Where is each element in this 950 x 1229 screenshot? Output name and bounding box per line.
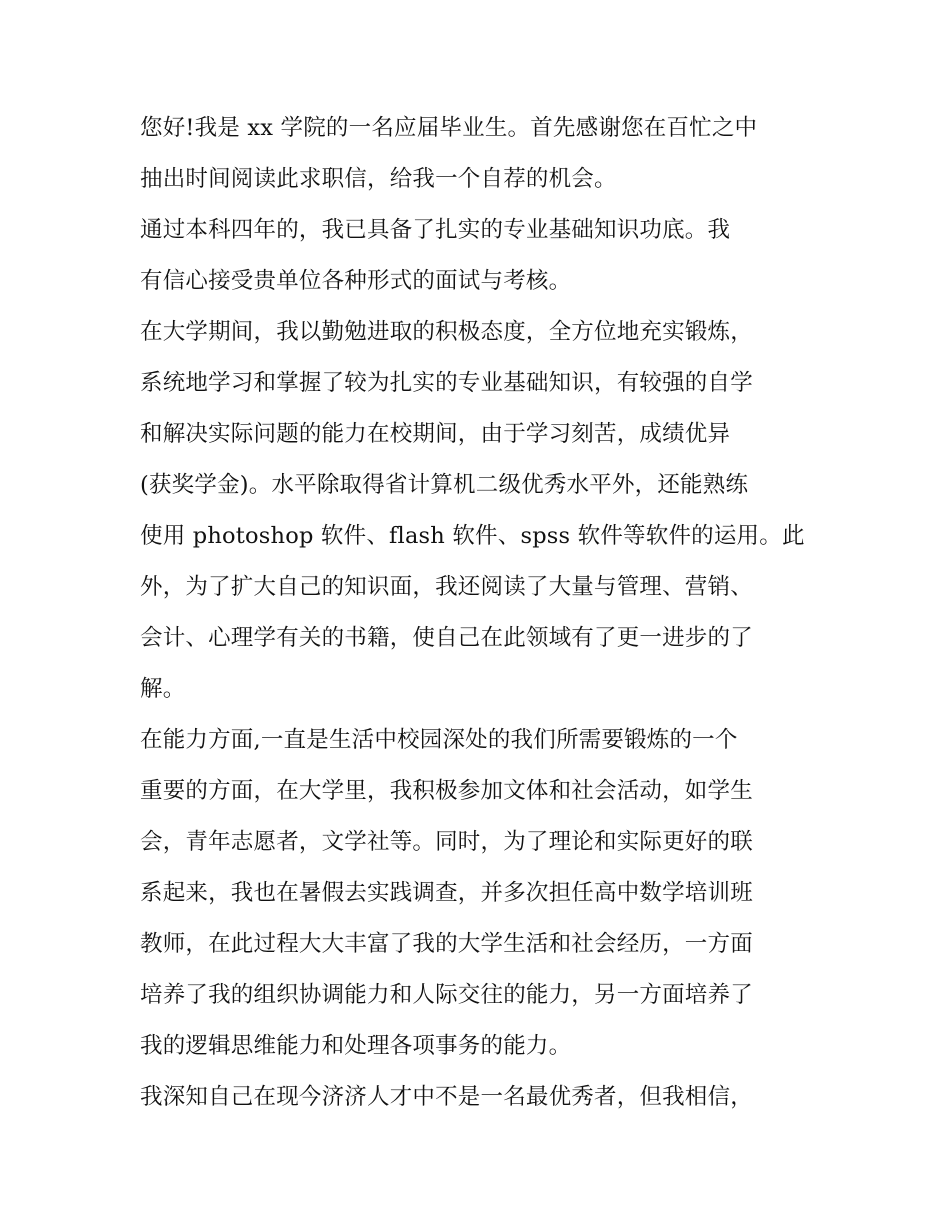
text-line: 会计、心理学有关的书籍，使自己在此领域有了更一进步的了 [140, 625, 753, 651]
text-line: 会，青年志愿者，文学社等。同时，为了理论和实际更好的联 [140, 829, 753, 855]
text-line: 抽出时间阅读此求职信，给我一个自荐的机会。 [140, 166, 617, 192]
text-line: 在大学期间，我以勤勉进取的积极态度，全方位地充实锻炼， [140, 319, 753, 345]
text-line: 在能力方面,一直是生活中校园深处的我们所需要锻炼的一个 [140, 727, 738, 753]
text-line: 我的逻辑思维能力和处理各项事务的能力。 [140, 1033, 572, 1059]
text-line: 和解决实际问题的能力在校期间，由于学习刻苦，成绩优异 [140, 421, 731, 447]
text-line: 教师，在此过程大大丰富了我的大学生活和社会经历，一方面 [140, 931, 753, 957]
text-line: 使用 photoshop 软件、flash 软件、spss 软件等软件的运用。此 [140, 523, 805, 549]
text-line: 外，为了扩大自己的知识面，我还阅读了大量与管理、营销、 [140, 574, 753, 600]
text-line: 培养了我的组织协调能力和人际交往的能力，另一方面培养了 [140, 982, 753, 1008]
text-line: 解。 [140, 676, 186, 702]
text-line: 系起来，我也在暑假去实践调查，并多次担任高中数学培训班 [140, 880, 753, 906]
text-line: (获奖学金)。水平除取得省计算机二级优秀水平外，还能熟练 [140, 472, 749, 498]
text-line: 系统地学习和掌握了较为扎实的专业基础知识，有较强的自学 [140, 370, 753, 396]
text-line: 有信心接受贵单位各种形式的面试与考核。 [140, 268, 572, 294]
text-line: 重要的方面，在大学里，我积极参加文体和社会活动，如学生 [140, 778, 753, 804]
cover-letter-body [140, 103, 815, 1123]
text-line: 您好!我是 xx 学院的一名应届毕业生。首先感谢您在百忙之中 [140, 115, 758, 141]
text-line: 通过本科四年的，我已具备了扎实的专业基础知识功底。我 [140, 217, 731, 243]
text-line: 我深知自己在现今济济人才中不是一名最优秀者，但我相信， [140, 1084, 753, 1110]
